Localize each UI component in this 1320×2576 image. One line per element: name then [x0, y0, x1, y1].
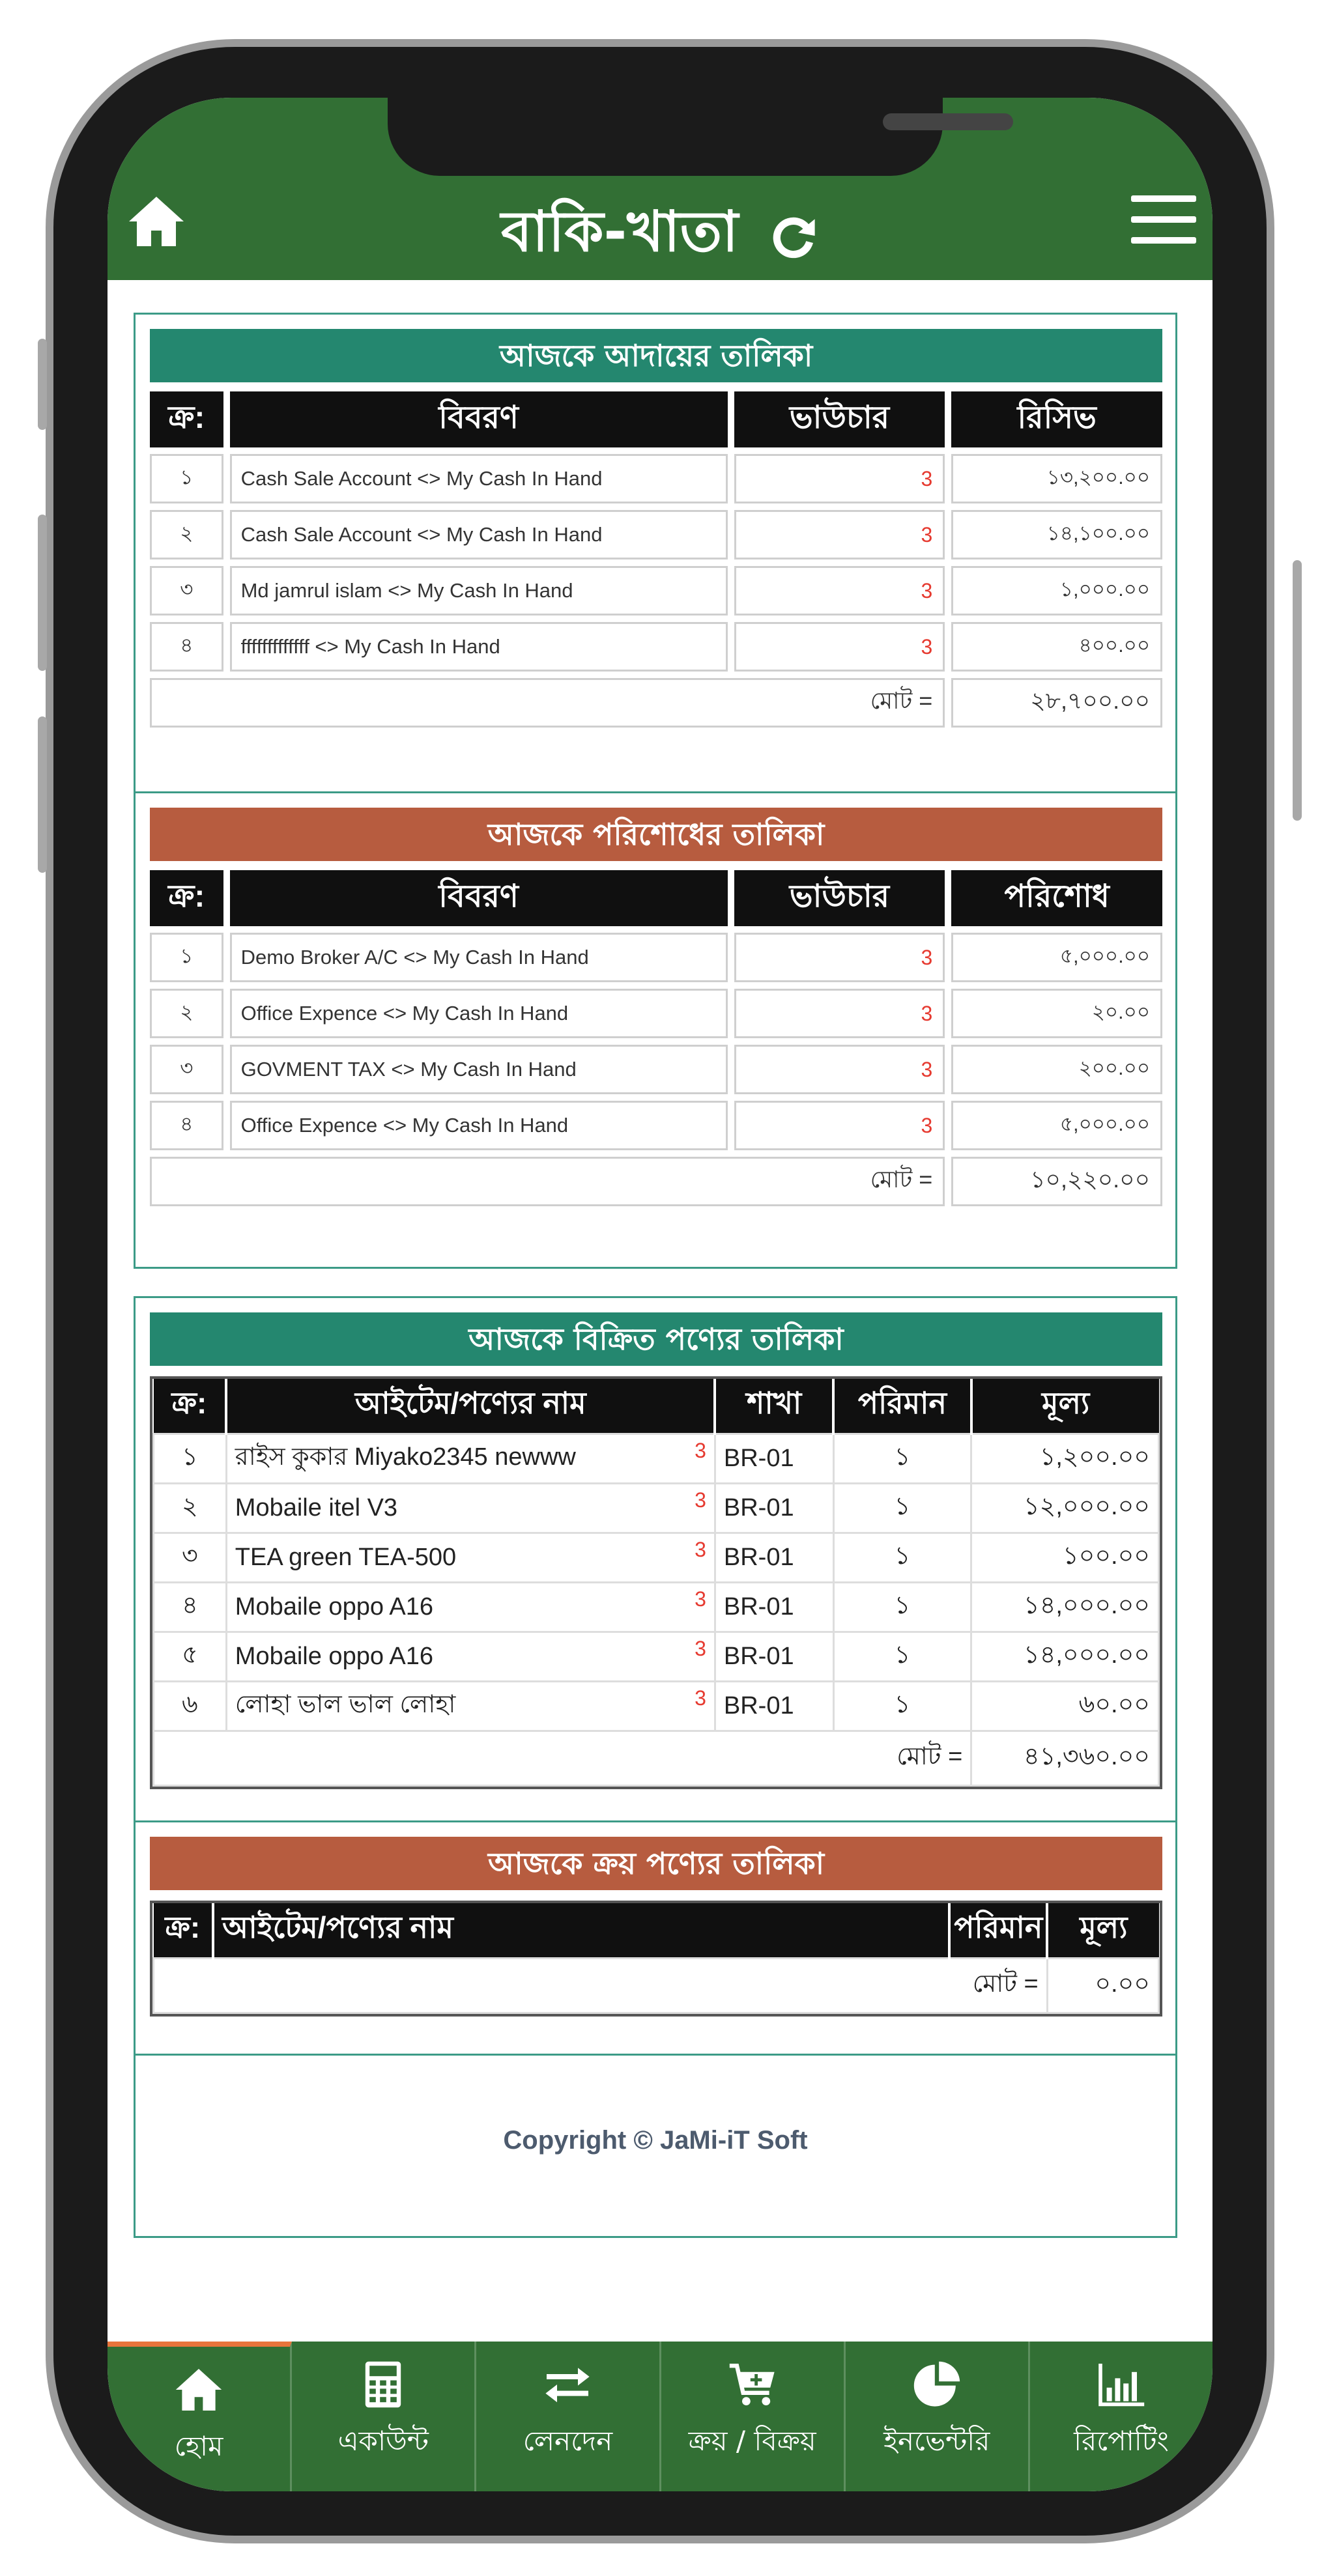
- app-header: [108, 98, 1212, 280]
- col-payment: পরিশোধ: [951, 870, 1162, 926]
- item-name-text: রাইস কুকার Miyako2345 newww: [235, 1443, 576, 1471]
- table-row: [150, 1045, 1162, 1094]
- cell-description: Demo Broker A/C <> My Cash In Hand: [230, 933, 728, 982]
- phone-notch: [388, 98, 943, 176]
- voucher-link[interactable]: 3: [695, 1438, 706, 1462]
- copyright-text: Copyright © JaMi-iT Soft: [503, 2126, 808, 2155]
- app-screen: [108, 98, 1212, 2491]
- col-sl: ক্র:: [154, 1903, 214, 1958]
- cell-amount: ২০.০০: [951, 989, 1162, 1038]
- cell-price: ১২,০০০.০০: [971, 1483, 1159, 1533]
- cell-sl: ২: [150, 510, 223, 559]
- table-header: [154, 1379, 1159, 1434]
- nav-buy-sell[interactable]: [661, 2342, 846, 2491]
- cell-item-name: [226, 1434, 715, 1483]
- nav-transaction[interactable]: [476, 2342, 661, 2491]
- total-amount: ৪১,৩৬০.০০: [971, 1731, 1159, 1785]
- cell-price: ১৪,০০০.০০: [971, 1582, 1159, 1632]
- transfer-icon: [541, 2358, 594, 2411]
- table-row: [154, 1533, 1159, 1582]
- col-voucher: ভাউচার: [734, 391, 945, 447]
- cell-description: Md jamrul islam <> My Cash In Hand: [230, 566, 728, 616]
- payments-heading: আজকে পরিশোধের তালিকা: [150, 808, 1162, 861]
- total-row: [150, 1157, 1162, 1206]
- cell-branch: BR-01: [715, 1533, 833, 1582]
- nav-home[interactable]: [108, 2342, 292, 2491]
- cell-amount: ৫,০০০.০০: [951, 1101, 1162, 1150]
- cell-quantity: ১: [833, 1681, 971, 1731]
- cell-sl: ১: [154, 1434, 227, 1483]
- cell-branch: BR-01: [715, 1483, 833, 1533]
- cell-sl: ৫: [154, 1632, 227, 1681]
- col-receive: রিসিভ: [951, 391, 1162, 447]
- col-description: বিবরণ: [230, 870, 728, 926]
- cell-description: Office Expence <> My Cash In Hand: [230, 989, 728, 1038]
- table-row: [150, 622, 1162, 672]
- table-header: [150, 870, 1162, 926]
- table-row: [154, 1483, 1159, 1533]
- col-branch: শাখা: [715, 1379, 833, 1434]
- purchases-table: [150, 1901, 1162, 2017]
- payments-table: [143, 864, 1169, 1213]
- cell-amount: ১,০০০.০০: [951, 566, 1162, 616]
- cell-amount: ১৪,১০০.০০: [951, 510, 1162, 559]
- total-row: [150, 678, 1162, 728]
- nav-inventory[interactable]: [846, 2342, 1030, 2491]
- cell-quantity: ১: [833, 1483, 971, 1533]
- sales-card: [134, 1296, 1177, 1822]
- table-row: [154, 1434, 1159, 1483]
- payments-card: [134, 793, 1177, 1269]
- col-price: মূল্য: [1047, 1903, 1158, 1958]
- nav-label: লেনদেন: [523, 2425, 613, 2457]
- home-icon: [173, 2364, 225, 2416]
- cell-price: ১০০.০০: [971, 1533, 1159, 1582]
- total-amount: ১০,২২০.০০: [951, 1157, 1162, 1206]
- cell-sl: ৩: [154, 1533, 227, 1582]
- nav-reporting[interactable]: [1030, 2342, 1212, 2491]
- cell-sl: ৩: [150, 1045, 223, 1094]
- cell-quantity: ১: [833, 1434, 971, 1483]
- cell-branch: BR-01: [715, 1632, 833, 1681]
- cell-amount: ১৩,২০০.০০: [951, 454, 1162, 503]
- cell-sl: ৪: [150, 622, 223, 672]
- table-row: [150, 454, 1162, 503]
- purchases-heading: আজকে ক্রয় পণ্যের তালিকা: [150, 1837, 1162, 1890]
- table-row: [154, 1582, 1159, 1632]
- voucher-link[interactable]: 3: [695, 1636, 706, 1660]
- cell-description: Office Expence <> My Cash In Hand: [230, 1101, 728, 1150]
- col-description: বিবরণ: [230, 391, 728, 447]
- voucher-link[interactable]: 3: [695, 1686, 706, 1710]
- cart-icon: [726, 2358, 779, 2411]
- voucher-link[interactable]: 3: [695, 1587, 706, 1611]
- purchases-card: [134, 1822, 1177, 2056]
- cell-branch: BR-01: [715, 1582, 833, 1632]
- nav-label: হোম: [174, 2430, 223, 2462]
- cell-amount: ৪০০.০০: [951, 622, 1162, 672]
- nav-label: ক্রয় / বিক্রয়: [688, 2425, 816, 2457]
- cell-sl: ২: [154, 1483, 227, 1533]
- total-label: মোট =: [154, 1731, 971, 1785]
- pie-chart-icon: [911, 2358, 963, 2411]
- table-header: [150, 391, 1162, 447]
- voucher-link[interactable]: 3: [734, 510, 945, 559]
- col-price: মূল্য: [971, 1379, 1159, 1434]
- cell-price: ১৪,০০০.০০: [971, 1632, 1159, 1681]
- cell-quantity: ১: [833, 1632, 971, 1681]
- cell-sl: ৬: [154, 1681, 227, 1731]
- table-row: [150, 1101, 1162, 1150]
- nav-label: একাউন্ট: [337, 2425, 429, 2457]
- phone-side-button: [38, 515, 47, 671]
- voucher-link[interactable]: 3: [734, 566, 945, 616]
- sales-table: [150, 1376, 1162, 1789]
- col-sl: ক্র:: [154, 1379, 227, 1434]
- voucher-link[interactable]: 3: [734, 989, 945, 1038]
- cell-description: Cash Sale Account <> My Cash In Hand: [230, 510, 728, 559]
- receipts-card: [134, 313, 1177, 793]
- cell-item-name: [226, 1533, 715, 1582]
- item-name-text: লোহা ভাল ভাল লোহা: [235, 1691, 456, 1718]
- total-amount: ০.০০: [1047, 1958, 1158, 2013]
- cell-item-name: [226, 1681, 715, 1731]
- table-row: [150, 989, 1162, 1038]
- col-quantity: পরিমান: [833, 1379, 971, 1434]
- voucher-link[interactable]: 3: [734, 1101, 945, 1150]
- table-row: [150, 933, 1162, 982]
- total-amount: ২৮,৭০০.০০: [951, 678, 1162, 728]
- phone-side-button: [1293, 560, 1302, 821]
- cell-price: ৬০.০০: [971, 1681, 1159, 1731]
- total-label: মোট =: [150, 678, 945, 728]
- receipts-heading: আজকে আদায়ের তালিকা: [150, 329, 1162, 382]
- cell-branch: BR-01: [715, 1681, 833, 1731]
- refresh-icon[interactable]: [767, 210, 819, 262]
- col-item-name: আইটেম/পণ্যের নাম: [226, 1379, 715, 1434]
- total-row: [154, 1958, 1159, 2013]
- cell-amount: ৫,০০০.০০: [951, 933, 1162, 982]
- cell-item-name: [226, 1582, 715, 1632]
- nav-label: ইনভেন্টরি: [883, 2425, 990, 2457]
- cell-item-name: [226, 1632, 715, 1681]
- total-label: মোট =: [150, 1157, 945, 1206]
- cell-quantity: ১: [833, 1582, 971, 1632]
- cell-sl: ৪: [154, 1582, 227, 1632]
- table-row: [150, 510, 1162, 559]
- bar-chart-icon: [1095, 2358, 1147, 2411]
- cell-branch: BR-01: [715, 1434, 833, 1483]
- voucher-link[interactable]: 3: [734, 933, 945, 982]
- table-row: [150, 566, 1162, 616]
- sales-heading: আজকে বিক্রিত পণ্যের তালিকা: [150, 1312, 1162, 1366]
- col-sl: ক্র:: [150, 391, 223, 447]
- cell-amount: ২০০.০০: [951, 1045, 1162, 1094]
- calculator-icon: [357, 2358, 409, 2411]
- app-title-text: বাকি-খাতা: [500, 199, 739, 264]
- table-row: [154, 1632, 1159, 1681]
- phone-side-button: [38, 716, 47, 873]
- total-label: মোট =: [154, 1958, 1048, 2013]
- phone-side-button: [38, 339, 47, 430]
- page-title: [108, 189, 1212, 282]
- receipts-table: [143, 385, 1169, 734]
- cell-price: ১,২০০.০০: [971, 1434, 1159, 1483]
- hamburger-menu-icon[interactable]: [1131, 195, 1196, 248]
- total-row: [154, 1731, 1159, 1785]
- cell-description: fffffffffffff <> My Cash In Hand: [230, 622, 728, 672]
- voucher-link[interactable]: 3: [695, 1537, 706, 1561]
- cell-description: GOVMENT TAX <> My Cash In Hand: [230, 1045, 728, 1094]
- cell-sl: ৪: [150, 1101, 223, 1150]
- cell-sl: ১: [150, 454, 223, 503]
- voucher-link[interactable]: 3: [695, 1488, 706, 1512]
- cell-quantity: ১: [833, 1533, 971, 1582]
- nav-label: রিপোটিং: [1074, 2425, 1169, 2457]
- col-item-name: আইটেম/পণ্যের নাম: [213, 1903, 949, 1958]
- bottom-nav: [108, 2342, 1212, 2491]
- voucher-link[interactable]: 3: [734, 454, 945, 503]
- item-name-text: Mobaile itel V3: [235, 1493, 398, 1522]
- cell-sl: ৩: [150, 566, 223, 616]
- footer-card: [134, 2056, 1177, 2238]
- cell-description: Cash Sale Account <> My Cash In Hand: [230, 454, 728, 503]
- col-sl: ক্র:: [150, 870, 223, 926]
- nav-account[interactable]: [292, 2342, 476, 2491]
- cell-sl: ২: [150, 989, 223, 1038]
- item-name-text: Mobaile oppo A16: [235, 1592, 434, 1621]
- voucher-link[interactable]: 3: [734, 1045, 945, 1094]
- col-voucher: ভাউচার: [734, 870, 945, 926]
- col-quantity: পরিমান: [949, 1903, 1047, 1958]
- table-header: [154, 1903, 1159, 1958]
- cell-item-name: [226, 1483, 715, 1533]
- table-row: [154, 1681, 1159, 1731]
- voucher-link[interactable]: 3: [734, 622, 945, 672]
- item-name-text: Mobaile oppo A16: [235, 1642, 434, 1670]
- item-name-text: TEA green TEA-500: [235, 1543, 457, 1571]
- cell-sl: ১: [150, 933, 223, 982]
